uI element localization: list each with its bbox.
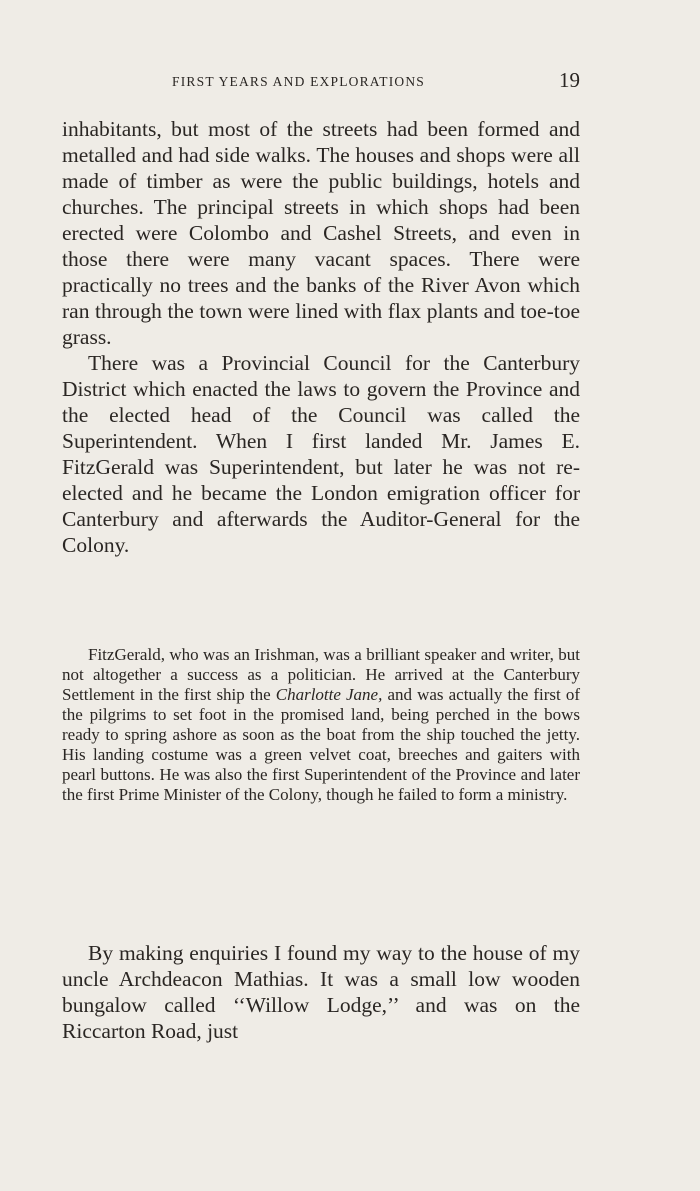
ship-name: Charlotte Jane, (275, 685, 383, 704)
running-title: FIRST YEARS AND EXPLORATIONS (172, 74, 426, 89)
closing-text (62, 940, 580, 1044)
running-header (62, 68, 580, 94)
main-text (62, 116, 580, 558)
footnote-text: FitzGerald, who was an Irishman, was a brilliant speaker and writer, but not altogether a success as a politician. He arrived at the Canterbury Settlement in the first ship the (62, 645, 580, 704)
footnote-text: and was actually the first of the pilgrims to set foot in the promised land, being perched in the bows ready to spring ashore as soon as the boat from the ship touched the jetty. His landing costume was a green velvet coat, breeches and gaiters with pearl buttons. He was also the first Superintendent of the Province and later the first Prime Minister of the Colony, though he failed to form a ministry. (62, 685, 580, 804)
page-number: 19 (559, 68, 580, 92)
paragraph: There was a Provincial Council for the Canterbury District which enacted the laws to govern the Province and the elected head of the Council was called the Superintendent. When I first landed Mr. James E. FitzGerald was Superintendent, but later he was not re-elected and he became the London emigration officer for Canterbury and afterwards the Auditor-General for the Colony. (62, 351, 580, 557)
paragraph: By making enquiries I found my way to the house of my uncle Archdeacon Mathias. It was a small low wooden bungalow called ‘‘Willow Lodge,’’ and was on the Riccarton Road, just (62, 941, 580, 1043)
footnote (62, 645, 580, 805)
paragraph: inhabitants, but most of the streets had been formed and metalled and had side walks. The houses and shops were all made of timber as were the public buildings, hotels and churches. The principal streets in which shops had been erected were Colombo and Cashel Streets, and even in those there were many vacant spaces. There were practically no trees and the banks of the River Avon which ran through the town were lined with flax plants and toe-toe grass. (62, 117, 580, 349)
